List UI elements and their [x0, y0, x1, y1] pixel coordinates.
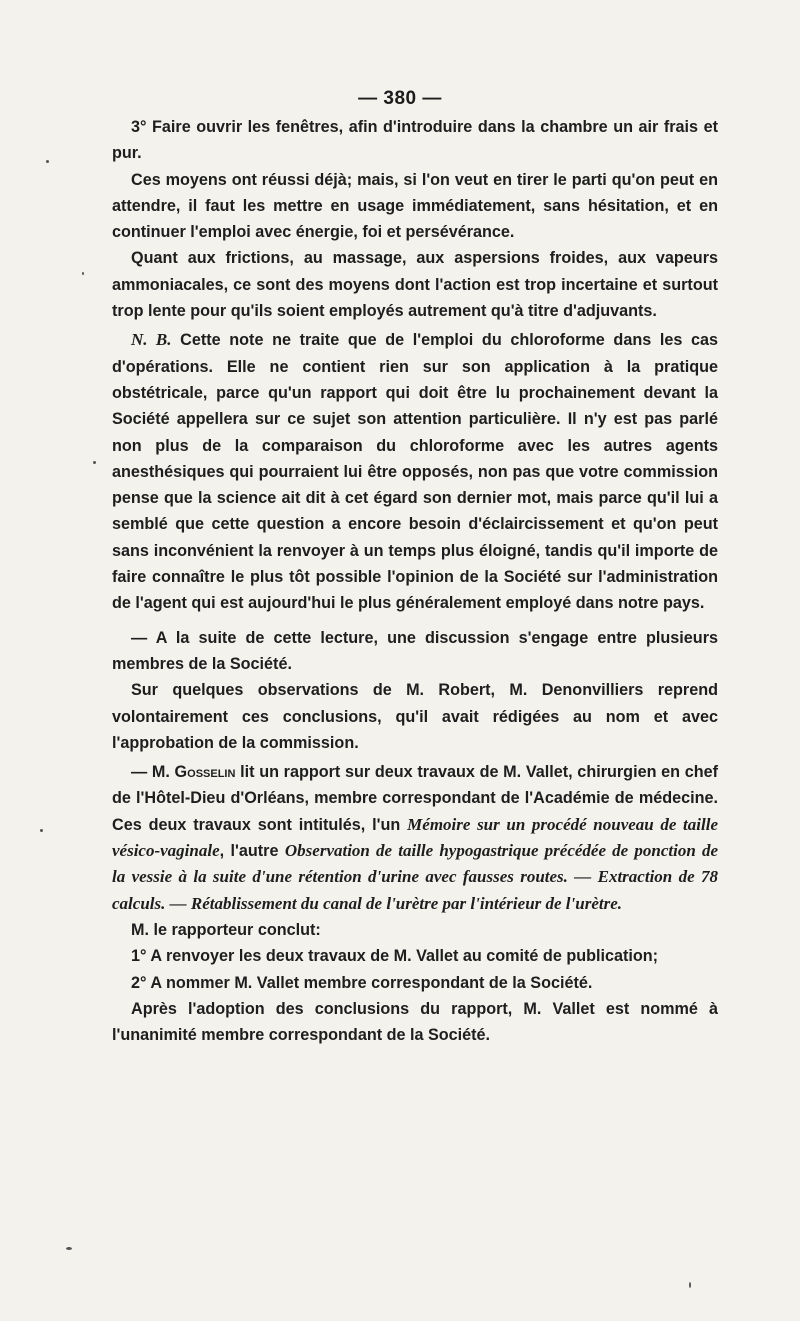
paragraph-5: — A la suite de cette lecture, une discussion s'engage entre plusieurs membres de la Société.: [112, 628, 718, 673]
paragraph-8: M. le rapporteur conclut:: [131, 920, 321, 939]
paragraph-1: 3° Faire ouvrir les fenêtres, afin d'introduire dans la chambre un air frais et pur.: [112, 118, 718, 163]
paper-speck: [40, 829, 43, 832]
paragraph-nb: [112, 327, 718, 616]
paper-speck: [689, 1282, 691, 1288]
p7-text-b: , l'autre: [219, 842, 279, 861]
page-number: — 380 —: [358, 88, 442, 109]
paragraph-11: Après l'adoption des conclusions du rapport, M. Vallet est nommé à l'unanimité membre correspondant de la Société.: [112, 999, 718, 1045]
nb-label: N. B.: [131, 330, 172, 350]
p7-name: Gosselin: [174, 763, 236, 782]
paragraph-7: [112, 759, 718, 917]
paragraph-9: 1° A renvoyer les deux travaux de M. Vallet au comité de publication;: [131, 947, 659, 966]
paragraph-3: Quant aux frictions, au massage, aux aspersions froides, aux vapeurs ammoniacales, ce sont des moyens dont l'action est trop incertaine et surtout trop lente pour qu'ils soient employés autrement qu'à titre d'adjuvants.: [112, 249, 718, 321]
p7-title-1: Mémoire sur un procédé nouveau de taille vésico-vaginale: [112, 814, 718, 861]
paragraph-10: 2° A nommer M. Vallet membre correspondant de la Société.: [131, 973, 593, 992]
nb-text: Cette note ne traite que de l'emploi du chloroforme dans les cas d'opérations. Elle ne contient rien sur son application à la pratique obstétricale, parce qu'un rapport qui doit être lu prochainement devant la Société appellera sur ce sujet son attention particulière. Il n'y est pas parlé non plus de la comparaison du chloroforme avec les autres agents anesthésiques qui pourraient lui être opposés, non pas que votre commission pense que la science ait dit à cet égard son dernier mot, mais parce qu'il lui a semblé que cette question a encore besoin d'éclaircissement et qu'on peut sans inconvénient la renvoyer à un temps plus éloigné, tandis qu'il importe de faire connaître le plus tôt possible l'opinion de la Société sur l'administration de l'agent qui est aujourd'hui le plus généralement employé dans notre pays.: [112, 331, 718, 613]
paragraph-2: Ces moyens ont réussi déjà; mais, si l'on veut en tirer le parti qu'on peut en attendre, il faut les mettre en usage immédiatement, sans hésitation, et en continuer l'emploi avec énergie, foi et persévérance.: [112, 170, 718, 242]
paper-speck: [82, 272, 84, 275]
p7-text-a: lit un rapport sur deux travaux de M. Vallet, chirurgien en chef de l'Hôtel-Dieu d'Orléans, membre correspondant de l'Académie de médecine. Ces deux travaux sont intitulés, l'un: [112, 763, 719, 834]
p7-title-2: Observation de taille hypogastrique précédée de ponction de la vessie à la suite d'une rétention d'urine avec fausses routes. — Extraction de 78 calculs. — Rétablissement du canal de l'urètre par l'intérieur de l'urètre.: [112, 841, 718, 913]
paragraph-6: Sur quelques observations de M. Robert, M. Denonvilliers reprend volontairement ces conclusions, qu'il avait rédigées au nom et avec l'approbation de la commission.: [112, 681, 718, 752]
page-body: [112, 114, 718, 1048]
paper-speck: [46, 160, 49, 163]
paper-speck: [93, 461, 96, 464]
paper-speck: [66, 1247, 72, 1250]
p7-lead: — M.: [131, 763, 170, 782]
